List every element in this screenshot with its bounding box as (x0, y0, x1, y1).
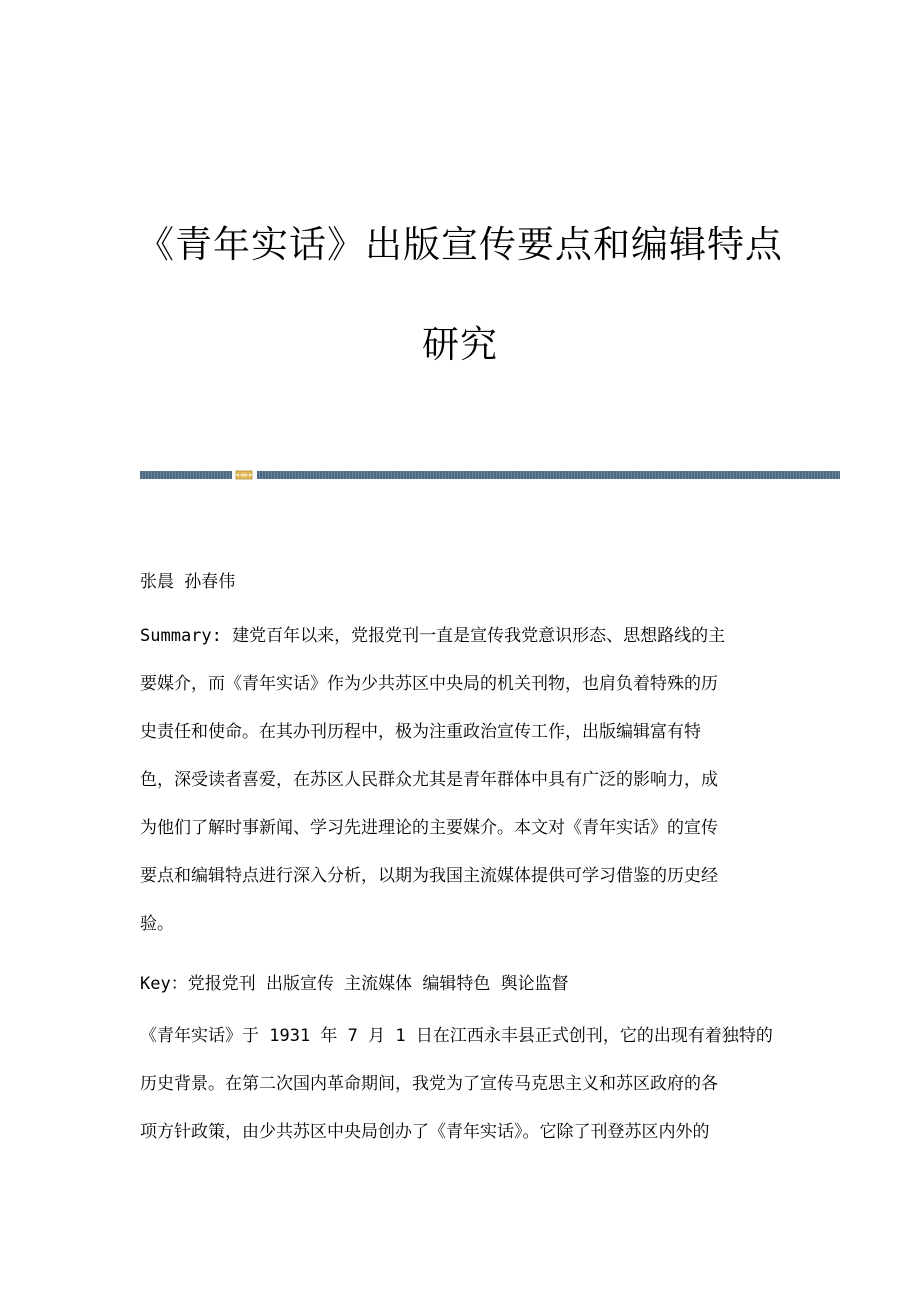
intro-line: 历史背景。在第二次国内革命期间，我党为了宣传马克思主义和苏区政府的各 (140, 1074, 718, 1094)
title-line-2: 研究 (422, 323, 498, 366)
title-line-1: 《青年实话》出版宣传要点和编辑特点 (137, 223, 783, 266)
summary-line: 史责任和使命。在其办刊历程中，极为注重政治宣传工作，出版编辑富有特 (140, 722, 701, 742)
summary-paragraph (140, 612, 725, 948)
summary-line: 色，深受读者喜爱，在苏区人民群众尤其是青年群体中具有广泛的影响力，成 (140, 770, 718, 790)
intro-paragraph (140, 1012, 773, 1156)
summary-line: 要媒介，而《青年实话》作为少共苏区中央局的机关刊物，也肩负着特殊的历 (140, 674, 718, 694)
divider-bar-right (257, 471, 840, 479)
keywords: Key：党报党刊 出版宣传 主流媒体 编辑特色 舆论监督 (140, 974, 569, 994)
intro-line: 《青年实话》于 1931 年 7 月 1 日在江西永丰县正式创刊，它的出现有着独特的 (140, 1026, 773, 1046)
summary-line: 验。 (140, 914, 174, 934)
authors: 张晨 孙春伟 (140, 572, 236, 592)
summary-line: 为他们了解时事新闻、学习先进理论的主要媒介。本文对《青年实话》的宣传 (140, 818, 718, 838)
intro-line: 项方针政策，由少共苏区中央局创办了《青年实话》。它除了刊登苏区内外的 (140, 1122, 710, 1142)
summary-line: Summary: 建党百年以来，党报党刊一直是宣传我党意识形态、思想路线的主 (140, 626, 726, 646)
divider-ornament-icon (235, 470, 253, 480)
divider-bar-left (140, 471, 232, 479)
summary-line: 要点和编辑特点进行深入分析，以期为我国主流媒体提供可学习借鉴的历史经 (140, 866, 718, 886)
